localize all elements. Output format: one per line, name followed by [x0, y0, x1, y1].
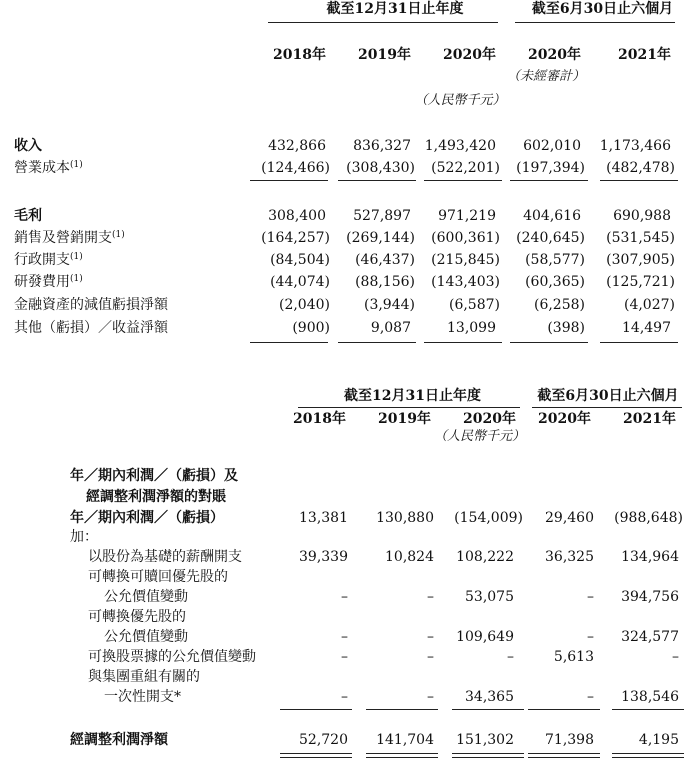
t1-row-admin-val: (46,437)	[355, 252, 415, 268]
t2-item-reorg-label: 一次性開支*	[104, 689, 181, 705]
t1-row-rnd-val: (44,074)	[270, 274, 330, 290]
t1-row-cost-val: (482,478)	[606, 160, 675, 176]
t2-item-redeemable-pref-label: 公允價值變動	[104, 589, 188, 605]
t2-subtotal-line	[452, 709, 524, 710]
t2-total-label: 經調整利潤淨額	[70, 732, 168, 748]
t2-net-val: 13,381	[299, 510, 348, 526]
t2-item-share-based-label: 以股份為基礎的薪酬開支	[88, 549, 242, 565]
t1-row-admin-val: (307,905)	[606, 252, 675, 268]
t1-row-selling-val: (531,545)	[606, 230, 675, 246]
t1-row-rnd-val: (125,721)	[606, 274, 675, 290]
t1-row-selling-val: (269,144)	[346, 230, 415, 246]
t1-row-gross-profit-val: 971,219	[438, 208, 496, 224]
t1-row-admin-label: 行政開支$^{(1)}$	[14, 252, 83, 268]
t2-total-double-line	[280, 753, 352, 758]
t2-item-reorg-label: 與集團重組有關的	[88, 669, 200, 685]
t2-year-2018: 2018年	[293, 411, 346, 427]
t2-item-val: –	[507, 649, 514, 665]
t2-subtotal-line	[528, 709, 600, 710]
t1-row-gross-profit-val: 690,988	[613, 208, 671, 224]
t1-row-cost-label: 營業成本$^{(1)}$	[14, 160, 83, 176]
t1-row-rnd-label: 研發費用$^{(1)}$	[14, 274, 83, 290]
t2-item-val: 36,325	[545, 549, 594, 565]
t2-net-val: (988,648)	[614, 510, 683, 526]
t2-item-val: –	[587, 589, 594, 605]
t1-subtotal-line	[250, 180, 328, 181]
t1-row-admin-val: (84,504)	[270, 252, 330, 268]
t1-row-admin-val: (215,845)	[431, 252, 500, 268]
t1-row-other-val: 13,099	[447, 320, 496, 336]
t1-bottom-line	[250, 342, 328, 343]
t2-total-val: 4,195	[638, 732, 679, 748]
t2-total-double-line	[612, 753, 684, 758]
t1-subtotal-line	[510, 180, 588, 181]
t1-row-gross-profit-val: 308,400	[268, 208, 326, 224]
t1-row-rnd-val: (143,403)	[431, 274, 500, 290]
t1-row-revenue-val: 836,327	[353, 138, 411, 154]
t2-year-2020: 2020年	[463, 411, 516, 427]
t2-add-label: 加：	[70, 529, 98, 545]
t2-net-val: 130,880	[376, 510, 434, 526]
t2-item-val: 53,075	[465, 589, 514, 605]
t1-row-impairment-val: (4,027)	[623, 297, 675, 313]
t1-row-selling-label: 銷售及營銷開支$^{(1)}$	[14, 230, 125, 246]
t1-subtotal-line	[424, 180, 502, 181]
t1-row-revenue-val: 432,866	[268, 138, 326, 154]
t1-row-gross-profit-val: 527,897	[353, 208, 411, 224]
t2-item-val: –	[427, 629, 434, 645]
t2-header-annual: 截至12月31日止年度	[344, 388, 481, 404]
t2-item-val: –	[672, 649, 679, 665]
t2-net-val: (154,009)	[454, 510, 523, 526]
t1-row-rnd-val: (88,156)	[355, 274, 415, 290]
t1-subtotal-line	[600, 180, 678, 181]
t2-total-double-line	[528, 753, 600, 758]
t1-row-cost-val: (308,430)	[346, 160, 415, 176]
t1-header-interim: 截至6月30日止六個月	[531, 1, 674, 17]
t2-subtotal-line	[366, 709, 438, 710]
t2-header-interim: 截至6月30日止六個月	[537, 388, 679, 404]
t1-row-selling-val: (240,645)	[516, 230, 585, 246]
t1-row-impairment-val: (2,040)	[278, 297, 330, 313]
t2-item-val: –	[427, 689, 434, 705]
t1-row-impairment-val: (6,587)	[448, 297, 500, 313]
t1-row-impairment-label: 金融資產的減值虧損淨額	[14, 297, 168, 313]
t1-row-impairment-val: (3,944)	[363, 297, 415, 313]
t1-unaudited-note: （未經審計）	[506, 69, 585, 84]
t2-item-val: 134,964	[621, 549, 679, 565]
t2-header-underline-interim	[532, 407, 682, 408]
t1-year-2020-h1: 2020年	[528, 47, 581, 63]
t1-row-revenue-val: 1,173,466	[599, 138, 671, 154]
t1-bottom-line	[338, 342, 416, 343]
t2-item-val: –	[427, 649, 434, 665]
t2-item-val: –	[587, 689, 594, 705]
t2-item-val: –	[341, 689, 348, 705]
t2-item-val: 5,613	[553, 649, 594, 665]
t1-row-gross-profit-label: 毛利	[14, 208, 42, 224]
t2-item-val: 10,824	[385, 549, 434, 565]
t2-total-double-line	[452, 753, 524, 758]
t1-row-cost-val: (522,201)	[431, 160, 500, 176]
t2-item-val: 138,546	[621, 689, 679, 705]
t1-bottom-line	[424, 342, 502, 343]
t2-net-label: 年／期內利潤／（虧損）	[70, 510, 224, 526]
t1-header-underline-annual	[268, 22, 498, 23]
t1-row-selling-val: (164,257)	[261, 230, 330, 246]
t1-row-other-val: (398)	[547, 320, 585, 336]
t2-item-redeemable-pref-label: 可轉換可贖回優先股的	[88, 569, 228, 585]
t2-currency-note: （人民幣千元）	[433, 429, 525, 444]
t1-year-2021-h1: 2021年	[618, 47, 671, 63]
t1-row-revenue-val: 1,493,420	[424, 138, 496, 154]
t1-header-underline-interim	[515, 22, 675, 23]
t2-item-convertible-notes-label: 可換股票據的公允價值變動	[88, 649, 256, 665]
t2-year-2019: 2019年	[378, 411, 431, 427]
t2-item-val: 324,577	[621, 629, 679, 645]
t1-row-other-label: 其他（虧損）／收益淨額	[14, 320, 168, 336]
t1-row-admin-val: (58,577)	[525, 252, 585, 268]
t2-item-val: 394,756	[621, 589, 679, 605]
t1-header-annual: 截至12月31日止年度	[326, 1, 464, 17]
t1-row-other-val: 9,087	[370, 320, 411, 336]
t1-subtotal-line	[338, 180, 416, 181]
t2-item-val: 39,339	[299, 549, 348, 565]
t1-year-2020: 2020年	[443, 47, 496, 63]
t2-total-val: 71,398	[545, 732, 594, 748]
t2-section-title: 年／期內利潤／（虧損）及	[70, 468, 238, 484]
t2-item-val: 108,222	[456, 549, 514, 565]
t2-section-title: 經調整利潤淨額的對賬	[86, 489, 226, 505]
t2-header-underline-annual	[298, 407, 520, 408]
t2-item-convertible-pref-label: 可轉換優先股的	[88, 609, 186, 625]
t1-year-2018: 2018年	[273, 47, 326, 63]
t2-item-val: –	[587, 629, 594, 645]
t1-row-other-val: (900)	[292, 320, 330, 336]
t1-row-cost-val: (197,394)	[516, 160, 585, 176]
t1-row-other-val: 14,497	[622, 320, 671, 336]
t2-item-val: –	[341, 589, 348, 605]
t2-total-val: 141,704	[376, 732, 434, 748]
t1-currency-note: （人民幣千元）	[414, 93, 506, 108]
t2-item-val: 34,365	[465, 689, 514, 705]
t2-item-val: –	[427, 589, 434, 605]
t1-row-gross-profit-val: 404,616	[523, 208, 581, 224]
t2-subtotal-line	[280, 709, 352, 710]
t1-bottom-line	[510, 342, 588, 343]
t2-total-val: 151,302	[456, 732, 514, 748]
t2-year-2020-h1: 2020年	[538, 411, 591, 427]
t1-row-revenue-label: 收入	[14, 138, 42, 154]
t2-item-val: –	[341, 629, 348, 645]
t1-row-impairment-val: (6,258)	[533, 297, 585, 313]
t1-row-selling-val: (600,361)	[431, 230, 500, 246]
t2-net-val: 29,460	[545, 510, 594, 526]
t2-item-convertible-pref-label: 公允價值變動	[104, 629, 188, 645]
t1-bottom-line	[600, 342, 678, 343]
t2-item-val: –	[341, 649, 348, 665]
t1-row-rnd-val: (60,365)	[525, 274, 585, 290]
t2-total-val: 52,720	[299, 732, 348, 748]
t1-row-cost-val: (124,466)	[261, 160, 330, 176]
t2-item-val: 109,649	[456, 629, 514, 645]
t2-subtotal-line	[612, 709, 684, 710]
t1-row-revenue-val: 602,010	[523, 138, 581, 154]
t2-year-2021-h1: 2021年	[623, 411, 676, 427]
t1-year-2019: 2019年	[358, 47, 411, 63]
t2-total-double-line	[366, 753, 438, 758]
